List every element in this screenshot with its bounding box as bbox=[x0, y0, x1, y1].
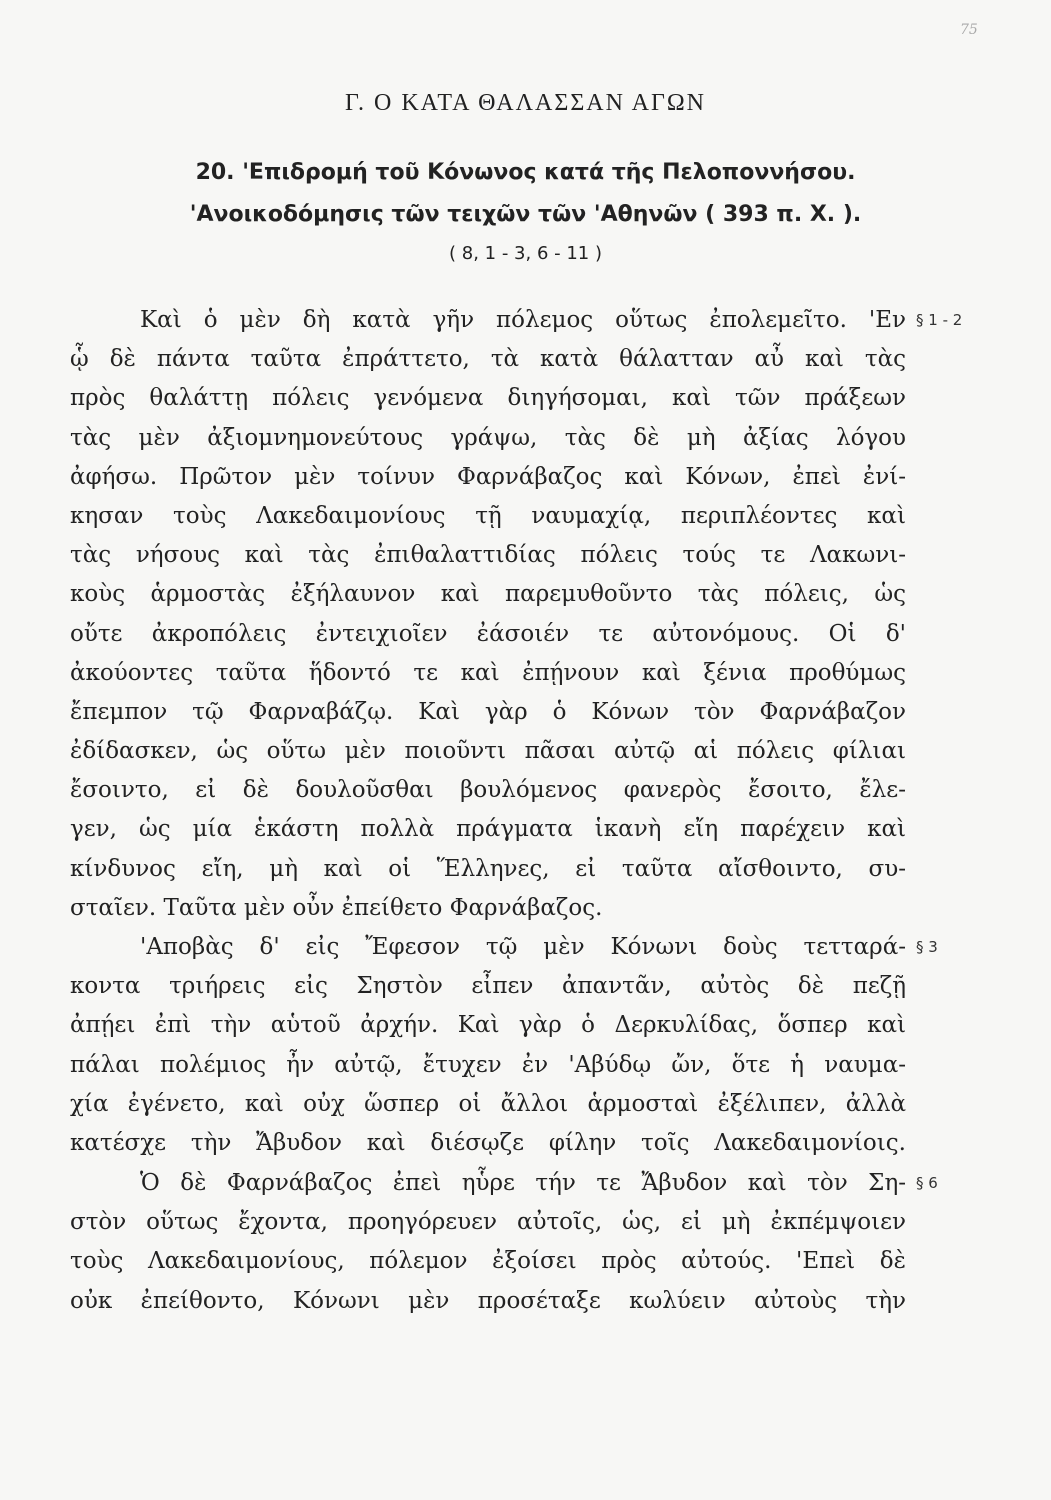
text-line: κησαν τοὺς Λακεδαιμονίους τῇ ναυμαχίᾳ, περιπλέοντες καὶ bbox=[70, 502, 906, 529]
text-line: ἔσοιντο, εἰ δὲ δουλοῦσθαι βουλόμενος φανερὸς ἔσοιτο, ἔλε- bbox=[70, 777, 906, 804]
margin-reference-3: § 6 bbox=[916, 1174, 938, 1192]
text-line: σταῖεν. Ταῦτα μὲν οὖν ἐπείθετο Φαρνάβαζος. bbox=[70, 894, 603, 921]
text-line: 'Αποβὰς δ' εἰς Ἔφεσον τῷ μὲν Κόνωνι δοὺς τετταρά- bbox=[140, 934, 906, 960]
text-line: πάλαι πολέμιος ἦν αὐτῷ, ἔτυχεν ἐν 'Αβύδῳ ὤν, ὅτε ἡ ναυμα- bbox=[70, 1051, 906, 1078]
section-heading bbox=[0, 152, 1051, 236]
text-line: κοντα τριήρεις εἰς Σηστὸν εἶπεν ἀπαντᾶν, αὐτὸς δὲ πεζῇ bbox=[70, 973, 906, 1000]
text-line: στὸν οὕτως ἔχοντα, προηγόρευεν αὐτοῖς, ὡς, εἰ μὴ ἐκπέμψοιεν bbox=[70, 1209, 906, 1236]
text-line: κίνδυνος εἴη, μὴ καὶ οἱ Ἕλληνες, εἰ ταῦτα αἴσθοιντο, συ- bbox=[70, 855, 906, 882]
section-reference: ( 8, 1 - 3, 6 - 11 ) bbox=[449, 243, 602, 264]
paragraph-1 bbox=[70, 301, 906, 928]
section-heading-line-1: 20. 'Επιδρομή τοῦ Κόνωνος κατά τῆς Πελοποννήσου. bbox=[195, 160, 856, 185]
text-line: Καὶ ὁ μὲν δὴ κατὰ γῆν πόλεμος οὕτως ἐπολεμεῖτο. 'Εν bbox=[140, 307, 906, 333]
text-line: κατέσχε τὴν Ἄβυδον καὶ διέσῳζε φίλην τοῖς Λακεδαιμονίοις. bbox=[70, 1129, 906, 1156]
text-line: Ὁ δὲ Φαρνάβαζος ἐπεὶ ηὗρε τήν τε Ἄβυδον καὶ τὸν Ση- bbox=[140, 1170, 906, 1196]
paragraph-2 bbox=[70, 928, 906, 1163]
text-line: ἀφήσω. Πρῶτον μὲν τοίνυν Φαρνάβαζος καὶ Κόνων, ἐπεὶ ἐνί- bbox=[70, 463, 906, 490]
text-line: χία ἐγένετο, καὶ οὐχ ὥσπερ οἱ ἄλλοι ἁρμοσταὶ ἐξέλιπεν, ἀλλὰ bbox=[70, 1090, 906, 1117]
margin-reference-1: § 1 - 2 bbox=[916, 311, 963, 329]
margin-reference-2: § 3 bbox=[916, 938, 938, 956]
text-line: ἔπεμπον τῷ Φαρναβάζῳ. Καὶ γὰρ ὁ Κόνων τὸν Φαρνάβαζον bbox=[70, 698, 906, 725]
text-line: τὰς νήσους καὶ τὰς ἐπιθαλαττιδίας πόλεις τούς τε Λακωνι- bbox=[70, 542, 906, 569]
page-number: 75 bbox=[960, 22, 978, 38]
text-line: γεν, ὡς μία ἑκάστη πολλὰ πράγματα ἱκανὴ εἴη παρέχειν καὶ bbox=[70, 816, 906, 843]
section-heading-line-2: 'Ανοικοδόμησις τῶν τειχῶν τῶν 'Αθηνῶν ( 393 π. Χ. ). bbox=[189, 202, 862, 227]
text-line: ᾧ δὲ πάντα ταῦτα ἐπράττετο, τὰ κατὰ θάλατταν αὖ καὶ τὰς bbox=[70, 346, 906, 373]
text-line: ἀπῄει ἐπὶ τὴν αὑτοῦ ἀρχήν. Καὶ γὰρ ὁ Δερκυλίδας, ὅσπερ καὶ bbox=[70, 1012, 906, 1039]
text-line: τὰς μὲν ἀξιομνημονεύτους γράψω, τὰς δὲ μὴ ἀξίας λόγου bbox=[70, 424, 906, 451]
text-line: ἀκούοντες ταῦτα ἥδοντό τε καὶ ἐπῄνουν καὶ ξένια προθύμως bbox=[70, 659, 906, 686]
chapter-title: Γ. Ο ΚΑΤΑ ΘΑΛΑΣΣΑΝ ΑΓΩΝ bbox=[345, 90, 706, 116]
text-line: ἐδίδασκεν, ὡς οὕτω μὲν ποιοῦντι πᾶσαι αὐτῷ αἱ πόλεις φίλιαι bbox=[70, 738, 906, 765]
paragraph-3 bbox=[70, 1164, 906, 1321]
text-line: κοὺς ἁρμοστὰς ἐξήλαυνον καὶ παρεμυθοῦντο τὰς πόλεις, ὡς bbox=[70, 581, 906, 608]
text-line: οὔτε ἀκροπόλεις ἐντειχιοῖεν ἐάσοιέν τε αὐτονόμους. Οἱ δ' bbox=[70, 620, 906, 647]
text-line: πρὸς θαλάττῃ πόλεις γενόμενα διηγήσομαι, καὶ τῶν πράξεων bbox=[70, 385, 906, 412]
text-line: οὐκ ἐπείθοντο, Κόνωνι μὲν προσέταξε κωλύειν αὐτοὺς τὴν bbox=[70, 1287, 906, 1314]
text-line: τοὺς Λακεδαιμονίους, πόλεμον ἐξοίσει πρὸς αὐτούς. 'Επεὶ δὲ bbox=[70, 1248, 906, 1275]
